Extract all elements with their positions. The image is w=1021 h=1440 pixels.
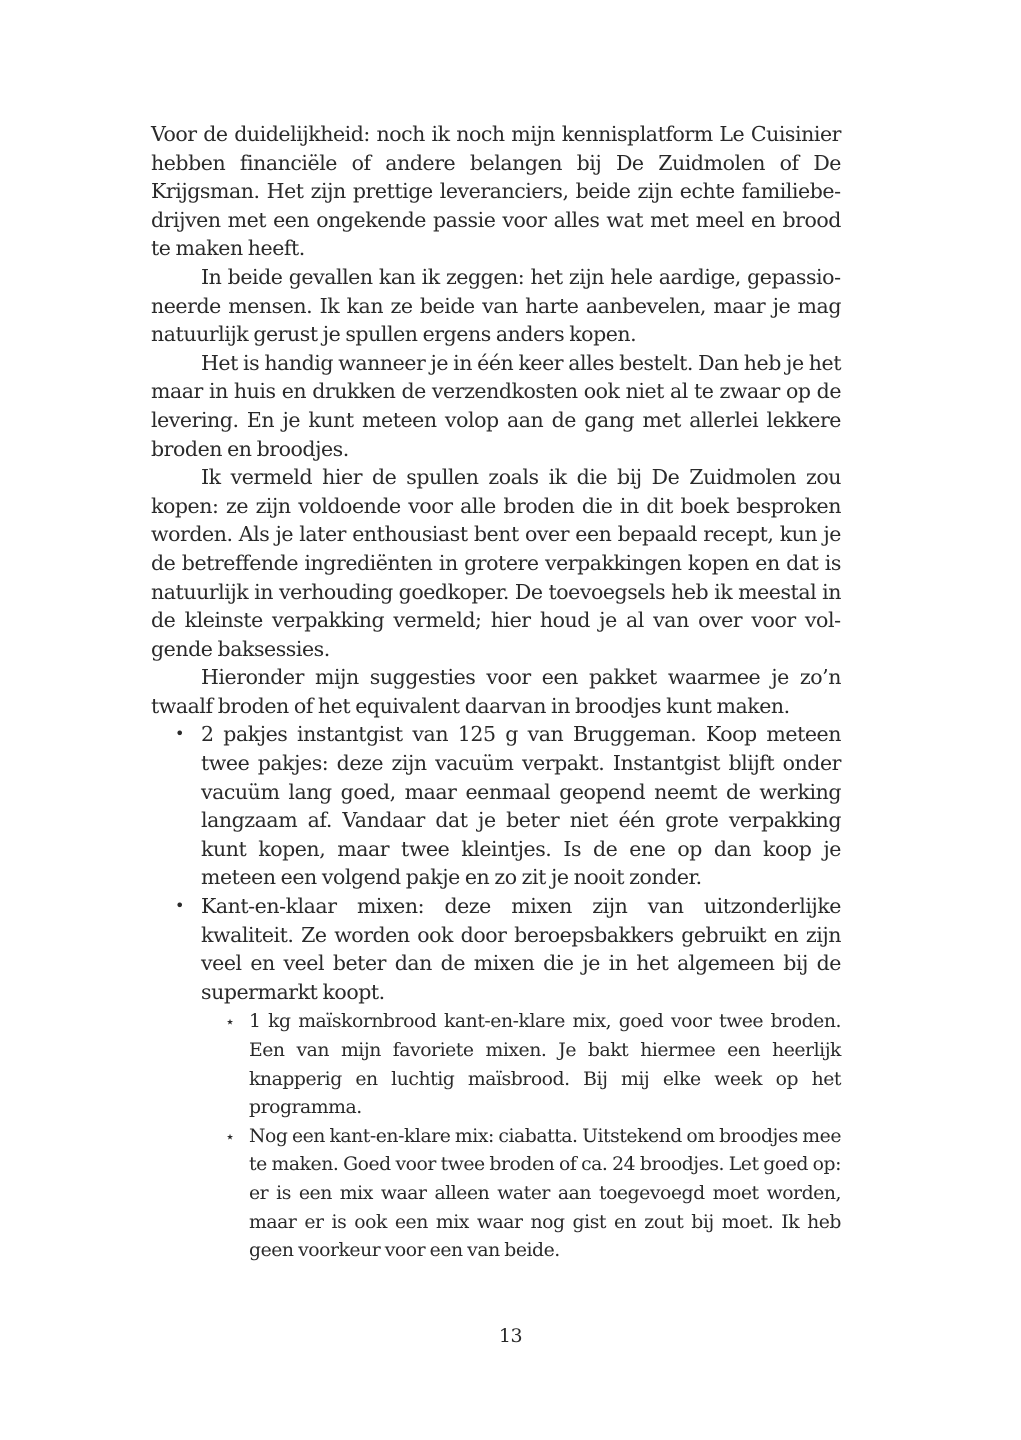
star-icon: ⋆ bbox=[225, 1012, 235, 1032]
list-item bbox=[175, 720, 841, 892]
list-item bbox=[175, 892, 841, 1266]
sub-list-item-text: 1 kg maïskornbrood kant-en-klare mix, goed voor twee broden. Een van mijn favoriete mixen. Je bakt hiermee een heerlijk knapperig en luchtig maïsbrood. Bij mij elke week op het programma. bbox=[249, 1011, 841, 1119]
page-number: 13 bbox=[498, 1325, 523, 1347]
star-icon: ⋆ bbox=[225, 1126, 235, 1146]
list-item-text: 2 pakjes instantgist van 125 g van Bruggeman. Koop meteen twee pakjes: deze zijn vacuüm verpakt. Instantgist blijft onder vacuüm lang goed, maar eenmaal geopend neemt de werking langzaam af. Vandaar dat je beter niet één grote verpakking kunt kopen, maar twee kleintjes. Is de ene op dan koop je meteen een volgend pakje en zo zit je nooit zonder. bbox=[201, 722, 841, 890]
list-item-text: Kant-en-klaar mixen: deze mixen zijn van uitzonderlijke kwaliteit. Ze worden ook door beroepsbakkers gebruikt en zijn veel en veel beter dan de mixen die je in het algemeen bij de supermarkt koopt. bbox=[201, 894, 841, 1004]
paragraph-1: Voor de duidelijkheid: noch ik noch mijn kennisplatform Le Cuisinier hebben financiële of andere belangen bij De Zuidmolen of De Krijgsman. Het zijn prettige leveranciers, beide zijn echte familiebedrijven met een ongekende passie voor alles wat met meel en brood te maken heeft. bbox=[151, 122, 841, 261]
sub-list-item bbox=[225, 1008, 841, 1122]
sub-list-item-text: Nog een kant-en-klare mix: ciabatta. Uitstekend om broodjes mee te maken. Goed voor twee broden of ca. 24 broodjes. Let goed op: er is een mix waar alleen water aan toegevoegd moet worden, maar er is ook een mix waar nog gist en zout bij moet. Ik heb geen voorkeur voor een van beide. bbox=[249, 1125, 841, 1262]
paragraph-2: In beide gevallen kan ik zeggen: het zijn hele aardige, gepassioneerde mensen. Ik kan ze beide van harte aanbevelen, maar je mag natuurlijk gerust je spullen ergens anders kopen. bbox=[151, 264, 841, 347]
paragraph-5: Hieronder mijn suggesties voor een pakket waarmee je zo’n twaalf broden of het equivalent daarvan in broodjes kunt maken. bbox=[151, 665, 841, 718]
bullet-icon: • bbox=[175, 724, 184, 744]
paragraph-4: Ik vermeld hier de spullen zoals ik die bij De Zuidmolen zou kopen: ze zijn voldoende voor alle broden die in dit boek besproken worden. Als je later enthousiast bent over een bepaald recept, kun je de betreffende ingrediënten in grotere verpakkingen kopen en dat is natuurlijk in verhouding goedkoper. De toevoegsels heb ik meestal in de kleinste verpakking vermeld; hier houd je al van over voor volgende baksessies. bbox=[151, 465, 841, 661]
page-body bbox=[151, 120, 841, 1266]
supplies-list bbox=[151, 720, 841, 1265]
mixes-sublist bbox=[201, 1008, 841, 1265]
bullet-icon: • bbox=[175, 896, 184, 916]
sub-list-item bbox=[225, 1123, 841, 1266]
paragraph-3: Het is handig wanneer je in één keer alles bestelt. Dan heb je het maar in huis en drukken de verzendkosten ook niet al te zwaar op de levering. En je kunt meteen volop aan de gang met allerlei lekkere broden en broodjes. bbox=[151, 350, 841, 461]
